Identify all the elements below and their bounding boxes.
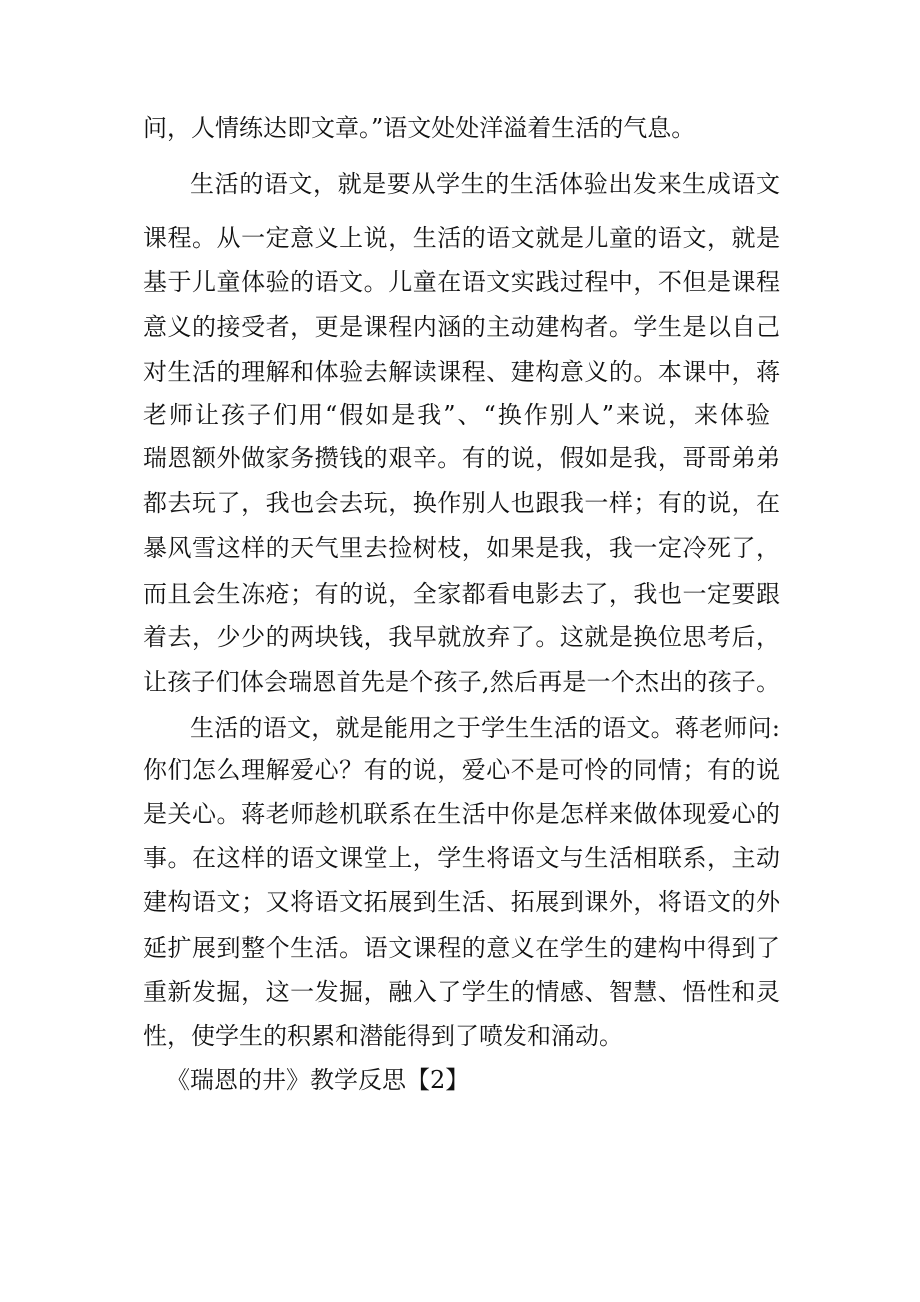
text-line: 你们怎么理解爱心？有的说，爱心不是可怜的同情；有的说 [143,756,780,784]
text-line: 事。在这样的语文课堂上，学生将语文与生活相联系，主动 [143,844,780,872]
text-line: 而且会生冻疮；有的说，全家都看电影去了，我也一定要跟 [143,580,780,608]
text-line: 着去，少少的两块钱，我早就放弃了。这就是换位思考后， [143,623,780,651]
paragraph-start-line: 生活的语文，就是要从学生的生活体验出发来生成语文 [190,170,780,198]
text-line: 问，人情练达即文章。”语文处处洋溢着生活的气息。 [143,114,696,142]
text-line: 基于儿童体验的语文。儿童在语文实践过程中，不但是课程 [143,268,780,296]
text-line: 课程。从一定意义上说，生活的语文就是儿童的语文，就是 [143,224,780,252]
text-line: 对生活的理解和体验去解读课程、建构意义的。本课中，蒋 [143,358,780,386]
text-line: 意义的接受者，更是课程内涵的主动建构者。学生是以自己 [143,313,780,341]
text-line: 重新发掘，这一发掘，融入了学生的情感、智慧、悟性和灵 [143,978,780,1006]
text-line: 延扩展到整个生活。语文课程的意义在学生的建构中得到了 [143,934,780,962]
text-line: 都去玩了，我也会去玩，换作别人也跟我一样；有的说，在 [143,489,780,517]
text-line: 老师让孩子们用“假如是我”、“换作别人”来说，来体验 [143,401,770,429]
text-line: 瑞恩额外做家务攒钱的艰辛。有的说，假如是我，哥哥弟弟 [143,444,780,472]
text-line: 让孩子们体会瑞恩首先是个孩子,然后再是一个杰出的孩子。 [143,668,780,696]
text-line: 是关心。蒋老师趁机联系在生活中你是怎样来做体现爱心的 [143,800,780,828]
text-line: 性，使学生的积累和潜能得到了喷发和涌动。 [143,1022,623,1050]
text-line: 暴风雪这样的天气里去捡树枝，如果是我，我一定冷死了， [143,534,780,562]
text-line: 建构语文；又将语文拓展到生活、拓展到课外，将语文的外 [143,888,780,916]
paragraph-start-line: 生活的语文，就是能用之于学生生活的语文。蒋老师问: [190,714,780,742]
section-heading: 《瑞恩的井》教学反思【2】 [166,1066,470,1094]
